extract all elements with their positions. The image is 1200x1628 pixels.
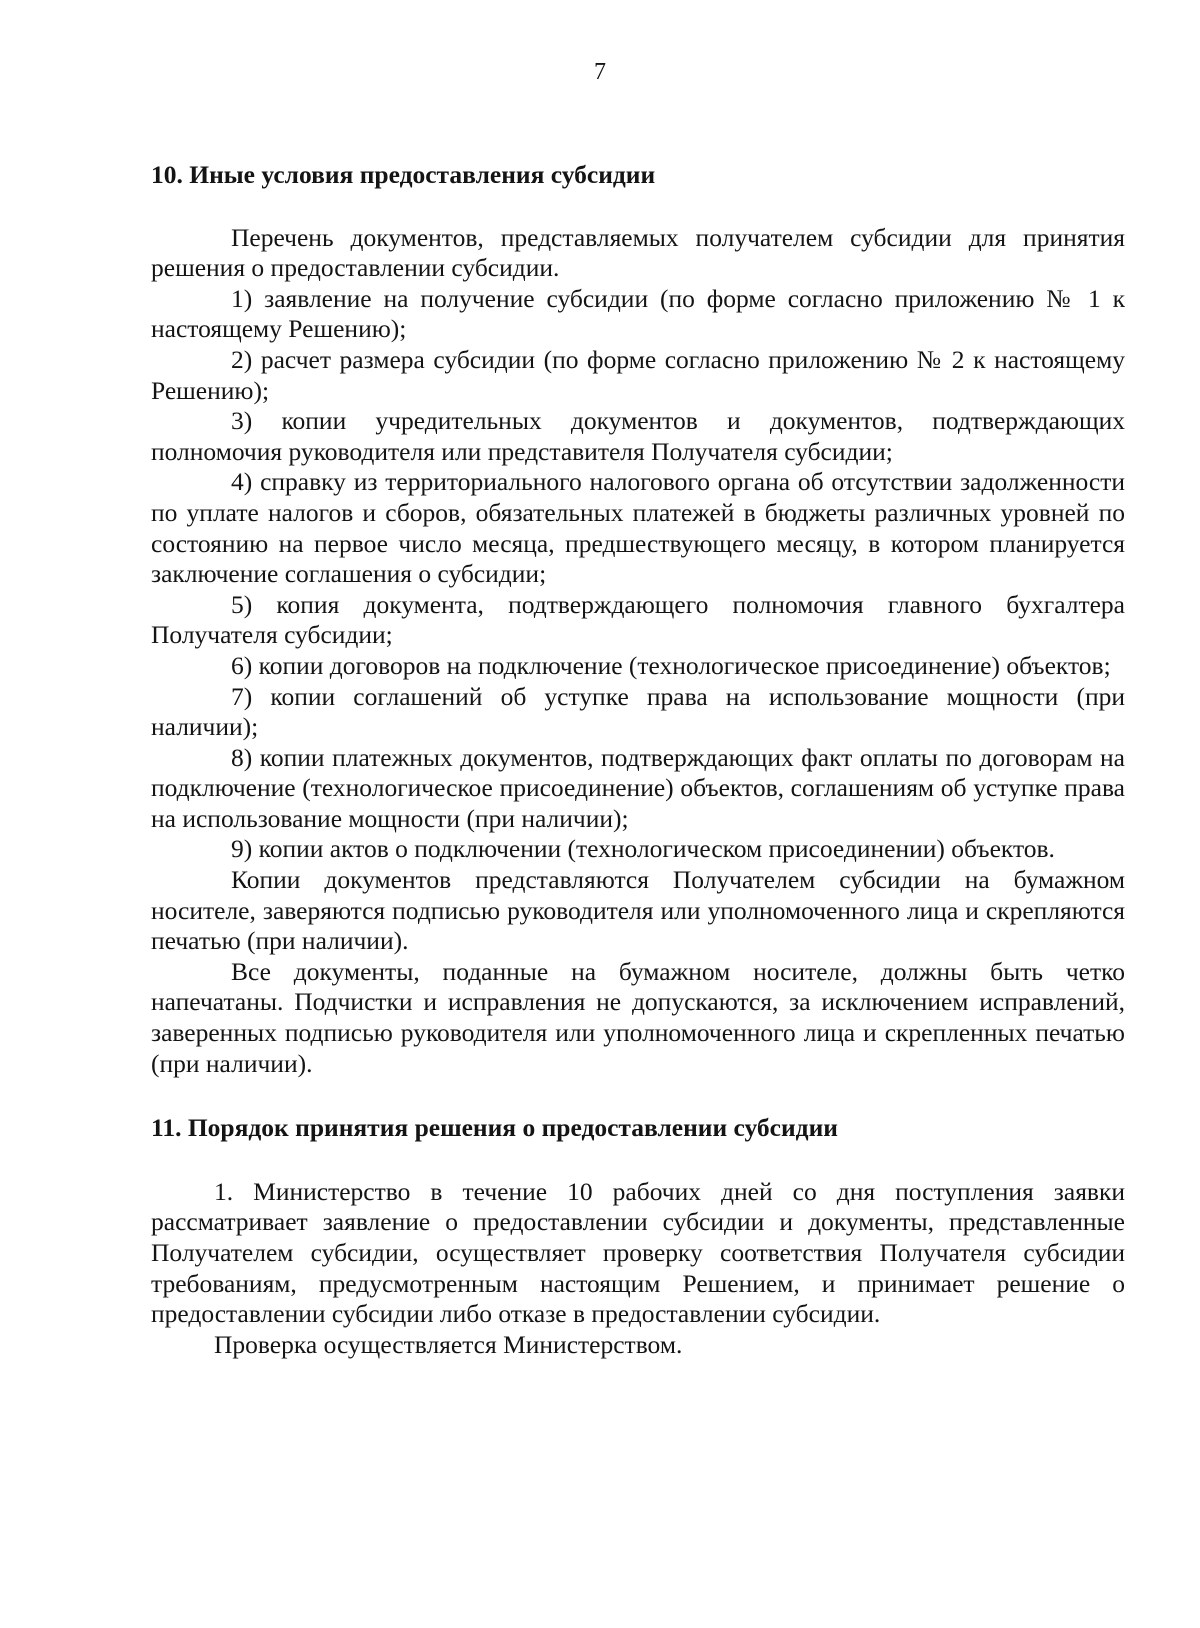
copies-paragraph: Копии документов представляются Получателем субсидии на бумажном носителе, заверяются подписью руководителя или уполномоченного лица и скрепляются печатью (при наличии). — [151, 865, 1125, 956]
list-item: 6) копии договоров на подключение (технологическое присоединение) объектов; — [231, 650, 1111, 680]
list-item: 8) копии платежных документов, подтверждающих факт оплаты по договорам на подключение (технологическое присоединение) объектов, соглашениям об уступке права на использование мощности (при наличии); — [151, 742, 1125, 833]
section-11-heading: 11. Порядок принятия решения о предоставлении субсидии — [151, 1113, 838, 1143]
list-item: 2) расчет размера субсидии (по форме согласно приложению № 2 к настоящему Решению); — [151, 344, 1125, 405]
list-item: 5) копия документа, подтверждающего полномочия главного бухгалтера Получателя субсидии; — [151, 589, 1125, 650]
section-10-intro: Перечень документов, представляемых получателем субсидии для принятия решения о предоставлении субсидии. — [151, 222, 1125, 283]
document-list — [151, 284, 1125, 865]
section-11-paragraph-2: Проверка осуществляется Министерством. — [214, 1329, 683, 1359]
page-number: 7 — [594, 59, 606, 85]
list-item: 1) заявление на получение субсидии (по форме согласно приложению № 1 к настоящему Решению); — [151, 283, 1125, 344]
document-body — [151, 160, 1125, 1360]
section-11-paragraph-1: 1. Министерство в течение 10 рабочих дней со дня поступления заявки рассматривает заявление о предоставлении субсидии и документы, представленные Получателем субсидии, осуществляет проверку соответствия Получателя субсидии требованиям, предусмотренным настоящим Решением, и принимает решение о предоставлении субсидии либо отказе в предоставлении субсидии. — [151, 1176, 1125, 1329]
list-item: 9) копии актов о подключении (технологическом присоединении) объектов. — [231, 834, 1055, 864]
list-item: 4) справку из территориального налогового органа об отсутствии задолженности по уплате налогов и сборов, обязательных платежей в бюджеты различных уровней по состоянию на первое число месяца, предшествующего месяцу, в котором планируется заключение соглашения о субсидии; — [151, 467, 1125, 589]
list-item: 7) копии соглашений об уступке права на использование мощности (при наличии); — [151, 681, 1125, 742]
section-10-heading: 10. Иные условия предоставления субсидии — [151, 160, 656, 189]
list-item: 3) копии учредительных документов и документов, подтверждающих полномочия руководителя или представителя Получателя субсидии; — [151, 406, 1125, 466]
all-docs-paragraph: Все документы, поданные на бумажном носителе, должны быть четко напечатаны. Подчистки и исправления не допускаются, за исключением исправлений, заверенных подписью руководителя или уполномоченного лица и скрепленных печатью (при наличии). — [151, 956, 1125, 1078]
